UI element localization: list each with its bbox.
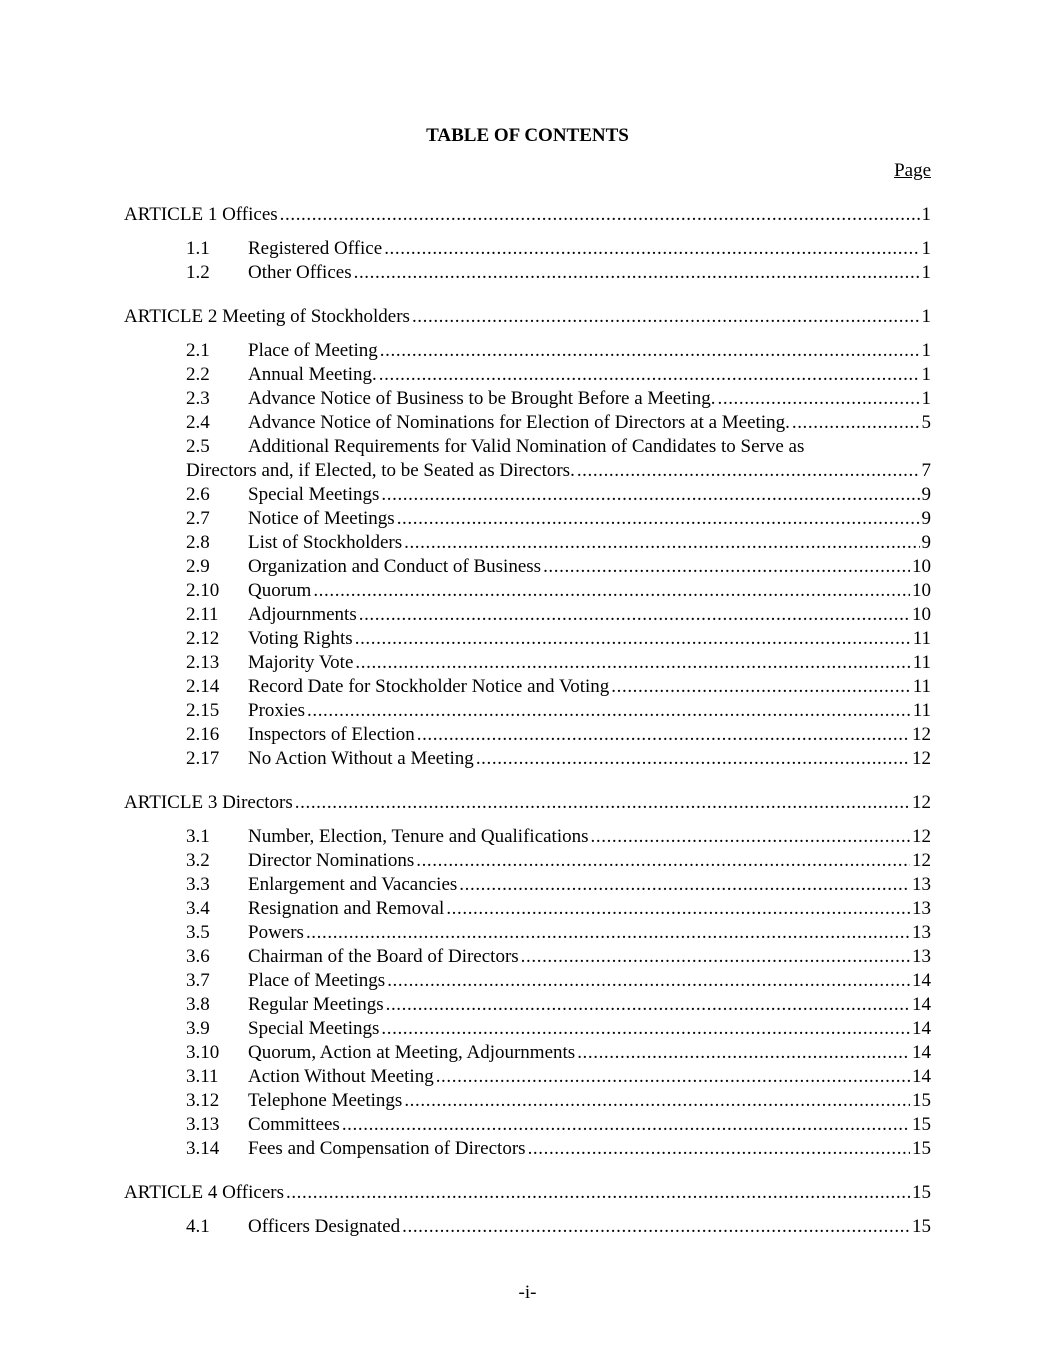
dot-leader	[543, 555, 910, 579]
section-number: 3.12	[186, 1090, 220, 1111]
section-page-number: 9	[921, 484, 931, 505]
section-entry[interactable]	[186, 237, 931, 261]
section-title: Powers	[248, 922, 304, 943]
section-page-number: 10	[912, 556, 931, 577]
section-page-number: 13	[912, 874, 931, 895]
section-page-number: 14	[912, 970, 931, 991]
dot-leader	[306, 921, 910, 945]
section-entry[interactable]	[186, 603, 931, 627]
article-entry[interactable]	[124, 203, 931, 227]
dot-leader	[416, 849, 910, 873]
section-number: 2.4	[186, 412, 210, 433]
dot-leader	[412, 305, 920, 329]
section-number: 3.1	[186, 826, 210, 847]
section-page-number: 15	[912, 1216, 931, 1237]
section-number: 3.9	[186, 1018, 210, 1039]
section-number: 2.5	[186, 436, 210, 457]
article-entry[interactable]	[124, 791, 931, 815]
section-page-number: 14	[912, 994, 931, 1015]
section-number: 4.1	[186, 1216, 210, 1237]
section-number: 2.16	[186, 724, 220, 745]
section-number: 2.15	[186, 700, 220, 721]
section-title: Place of Meetings	[248, 970, 386, 991]
dot-leader	[386, 993, 910, 1017]
dot-leader	[521, 945, 910, 969]
article-page-number: 12	[912, 792, 931, 813]
section-number: 3.6	[186, 946, 210, 967]
section-entry[interactable]	[186, 921, 931, 945]
section-number: 2.1	[186, 340, 210, 361]
section-page-number: 9	[921, 508, 931, 529]
section-title: Quorum, Action at Meeting, Adjournments	[248, 1042, 576, 1063]
section-number: 2.9	[186, 556, 210, 577]
section-page-number: 1	[921, 364, 931, 385]
section-page-number: 1	[921, 262, 931, 283]
section-list	[124, 339, 931, 771]
section-entry[interactable]	[186, 849, 931, 873]
section-entry[interactable]	[186, 363, 931, 387]
section-title: Chairman of the Board of Directors	[248, 946, 519, 967]
section-title: Fees and Compensation of Directors	[248, 1138, 526, 1159]
section-entry[interactable]	[186, 945, 931, 969]
dot-leader	[476, 747, 910, 771]
section-entry[interactable]	[186, 411, 931, 435]
section-entry[interactable]	[186, 723, 931, 747]
section-entry[interactable]	[186, 873, 931, 897]
dot-leader	[404, 531, 919, 555]
section-entry[interactable]	[186, 1137, 931, 1161]
dot-leader	[436, 1065, 910, 1089]
article-entry[interactable]	[124, 305, 931, 329]
section-page-number: 15	[912, 1090, 931, 1111]
section-title: Organization and Conduct of Business	[248, 556, 542, 577]
section-title: Advance Notice of Nominations for Election of Directors at a Meeting.	[248, 412, 790, 433]
dot-leader	[280, 203, 920, 227]
section-page-number: 14	[912, 1042, 931, 1063]
section-title: Director Nominations	[248, 850, 415, 871]
page-column-label: Page	[894, 160, 931, 181]
section-page-number: 13	[912, 946, 931, 967]
section-title: Record Date for Stockholder Notice and Voting	[248, 676, 610, 697]
section-entry[interactable]	[186, 531, 931, 555]
section-number: 3.14	[186, 1138, 220, 1159]
article-page-number: 15	[912, 1182, 931, 1203]
section-entry-continuation[interactable]	[186, 459, 931, 483]
section-number: 3.3	[186, 874, 210, 895]
section-entry[interactable]	[186, 993, 931, 1017]
section-page-number: 5	[921, 412, 931, 433]
section-entry[interactable]	[186, 825, 931, 849]
dot-leader	[792, 411, 920, 435]
dot-leader	[591, 825, 910, 849]
section-title: Telephone Meetings	[248, 1090, 403, 1111]
dot-leader	[380, 339, 920, 363]
section-title: Majority Vote	[248, 652, 354, 673]
dot-leader	[295, 791, 910, 815]
section-title: Notice of Meetings	[248, 508, 395, 529]
section-page-number: 14	[912, 1066, 931, 1087]
section-number: 3.7	[186, 970, 210, 991]
section-page-number: 10	[912, 604, 931, 625]
dot-leader	[387, 969, 910, 993]
section-entry[interactable]	[186, 897, 931, 921]
section-entry[interactable]	[186, 387, 931, 411]
article-page-number: 1	[921, 306, 931, 327]
dot-leader	[417, 723, 910, 747]
section-number: 3.11	[186, 1066, 219, 1087]
section-list	[124, 1215, 931, 1239]
section-page-number: 9	[921, 532, 931, 553]
section-page-number: 12	[912, 748, 931, 769]
section-entry[interactable]	[186, 1113, 931, 1137]
section-title: Number, Election, Tenure and Qualifications	[248, 826, 589, 847]
section-title: Advance Notice of Business to be Brought Before a Meeting.	[248, 388, 716, 409]
section-page-number: 1	[921, 238, 931, 259]
dot-leader	[307, 699, 911, 723]
section-title: List of Stockholders	[248, 532, 403, 553]
section-list	[124, 237, 931, 285]
section-entry[interactable]	[186, 627, 931, 651]
section-list	[124, 825, 931, 1161]
section-number: 2.2	[186, 364, 210, 385]
dot-leader	[611, 675, 910, 699]
section-number: 3.5	[186, 922, 210, 943]
section-number: 2.3	[186, 388, 210, 409]
section-page-number: 12	[912, 826, 931, 847]
section-entry[interactable]	[186, 1215, 931, 1239]
article-title: ARTICLE 1 Offices	[124, 204, 278, 225]
section-title: Special Meetings	[248, 1018, 380, 1039]
section-title: No Action Without a Meeting	[248, 748, 474, 769]
dot-leader	[286, 1181, 910, 1205]
section-number: 2.7	[186, 508, 210, 529]
section-page-number: 11	[912, 676, 931, 697]
section-page-number: 11	[912, 700, 931, 721]
section-number: 3.13	[186, 1114, 220, 1135]
section-number: 2.17	[186, 748, 220, 769]
section-entry[interactable]	[186, 747, 931, 771]
section-title: Adjournments	[248, 604, 357, 625]
section-title: Place of Meeting	[248, 340, 378, 361]
dot-leader	[342, 1113, 910, 1137]
section-number: 2.14	[186, 676, 220, 697]
section-entry[interactable]	[186, 1041, 931, 1065]
article-title: ARTICLE 3 Directors	[124, 792, 293, 813]
section-number: 3.2	[186, 850, 210, 871]
section-title: Committees	[248, 1114, 340, 1135]
section-page-number: 12	[912, 724, 931, 745]
section-page-number: 15	[912, 1114, 931, 1135]
article-title: ARTICLE 4 Officers	[124, 1182, 284, 1203]
section-number: 2.13	[186, 652, 220, 673]
dot-leader	[355, 651, 910, 675]
section-entry[interactable]	[186, 579, 931, 603]
section-title: Resignation and Removal	[248, 898, 445, 919]
section-page-number: 14	[912, 1018, 931, 1039]
section-page-number: 13	[912, 922, 931, 943]
dot-leader	[577, 459, 920, 483]
dot-leader	[402, 1215, 910, 1239]
dot-leader	[313, 579, 910, 603]
section-entry[interactable]	[186, 675, 931, 699]
section-title-continuation: Directors and, if Elected, to be Seated as Directors.	[186, 460, 575, 481]
section-number: 2.11	[186, 604, 219, 625]
section-entry[interactable]	[186, 483, 931, 507]
section-number: 2.12	[186, 628, 220, 649]
section-entry[interactable]	[186, 1017, 931, 1041]
section-title: Enlargement and Vacancies	[248, 874, 458, 895]
section-number: 3.8	[186, 994, 210, 1015]
section-title: Officers Designated	[248, 1216, 401, 1237]
dot-leader	[381, 1017, 910, 1041]
dot-leader	[384, 237, 919, 261]
section-page-number: 1	[921, 340, 931, 361]
section-entry[interactable]	[186, 555, 931, 579]
section-entry[interactable]	[186, 651, 931, 675]
section-number: 2.10	[186, 580, 220, 601]
article-entry[interactable]	[124, 1181, 931, 1205]
section-entry[interactable]	[186, 969, 931, 993]
section-number: 3.10	[186, 1042, 220, 1063]
dot-leader	[446, 897, 910, 921]
section-page-number: 12	[912, 850, 931, 871]
section-entry[interactable]	[186, 339, 931, 363]
dot-leader	[381, 483, 919, 507]
section-entry[interactable]	[186, 1065, 931, 1089]
section-title: Quorum	[248, 580, 312, 601]
dot-leader	[379, 363, 920, 387]
table-of-contents	[124, 203, 931, 1239]
section-entry[interactable]	[186, 507, 931, 531]
dot-leader	[404, 1089, 910, 1113]
section-title: Other Offices	[248, 262, 352, 283]
section-entry[interactable]	[186, 261, 931, 285]
dot-leader	[718, 387, 920, 411]
dot-leader	[397, 507, 920, 531]
article-title: ARTICLE 2 Meeting of Stockholders	[124, 306, 410, 327]
section-entry[interactable]	[186, 435, 931, 459]
section-page-number: 11	[912, 628, 931, 649]
section-number: 2.8	[186, 532, 210, 553]
document-title: TABLE OF CONTENTS	[426, 125, 629, 146]
section-page-number: 7	[921, 460, 931, 481]
section-page-number: 10	[912, 580, 931, 601]
dot-leader	[577, 1041, 910, 1065]
dot-leader	[355, 627, 911, 651]
section-number: 3.4	[186, 898, 210, 919]
dot-leader	[359, 603, 910, 627]
dot-leader	[459, 873, 910, 897]
dot-leader	[354, 261, 920, 285]
article-page-number: 1	[921, 204, 931, 225]
section-title: Action Without Meeting	[248, 1066, 434, 1087]
section-title: Special Meetings	[248, 484, 380, 505]
section-page-number: 13	[912, 898, 931, 919]
section-title: Additional Requirements for Valid Nomination of Candidates to Serve as	[248, 436, 805, 457]
section-number: 2.6	[186, 484, 210, 505]
section-title: Regular Meetings	[248, 994, 384, 1015]
section-title: Annual Meeting.	[248, 364, 377, 385]
dot-leader	[528, 1137, 910, 1161]
section-title: Proxies	[248, 700, 305, 721]
section-entry[interactable]	[186, 1089, 931, 1113]
section-title: Registered Office	[248, 238, 383, 259]
page-footer-number: -i-	[518, 1282, 537, 1303]
section-title: Inspectors of Election	[248, 724, 415, 745]
section-page-number: 1	[921, 388, 931, 409]
section-title: Voting Rights	[248, 628, 353, 649]
section-page-number: 15	[912, 1138, 931, 1159]
section-number: 1.1	[186, 238, 210, 259]
section-entry[interactable]	[186, 699, 931, 723]
section-page-number: 11	[912, 652, 931, 673]
section-number: 1.2	[186, 262, 210, 283]
